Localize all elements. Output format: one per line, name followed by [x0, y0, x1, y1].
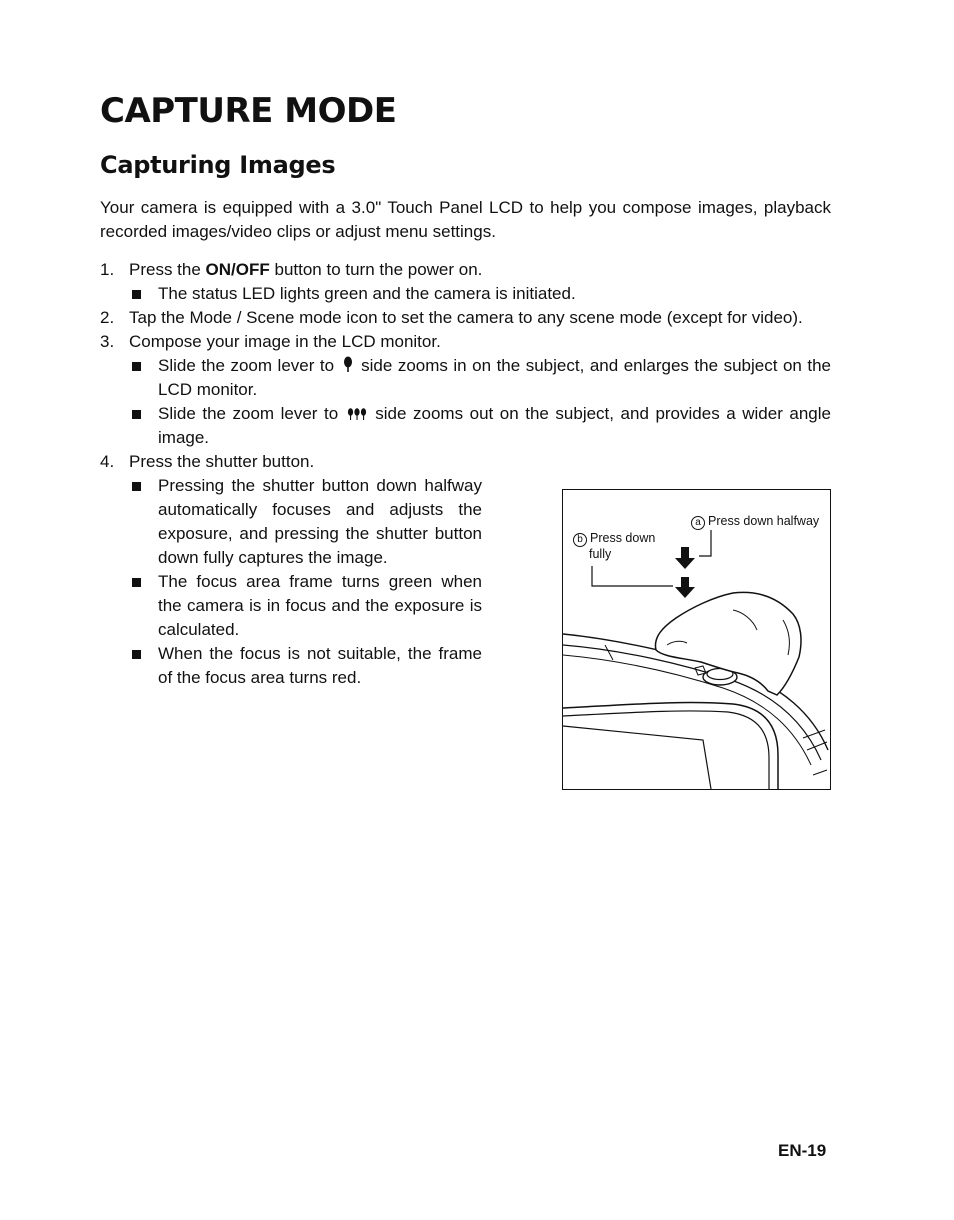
step-text: Tap the Mode / Scene mode icon to set the camera to any scene mode (except for video). — [129, 308, 803, 327]
page-title: CAPTURE MODE — [100, 91, 397, 131]
section-title: Capturing Images — [100, 151, 336, 179]
circled-b-marker: b — [573, 533, 587, 547]
square-bullet-icon — [132, 290, 141, 299]
bullet-item: When the focus is not suitable, the frame of the focus area turns red. — [129, 642, 482, 690]
label-press-fully-line2: fully — [589, 547, 612, 561]
label-press-fully: b Press down — [573, 530, 655, 547]
step-1 — [100, 258, 831, 306]
bullet-item: Pressing the shutter button down halfway automatically focuses and adjusts the exposure, and pressing the shutter button down fully captures the image. — [129, 474, 482, 570]
step-text: Compose your image in the LCD monitor. — [129, 332, 441, 351]
tele-icon — [342, 356, 354, 373]
on-off-label: ON/OFF — [205, 260, 270, 279]
step-text: Press the shutter button. — [129, 452, 315, 471]
square-bullet-icon — [132, 650, 141, 659]
step-number: 4. — [100, 452, 115, 471]
step-number: 3. — [100, 332, 115, 351]
page-number: EN-19 — [778, 1141, 827, 1160]
bullet-item: Slide the zoom lever to side zooms out on the subject, and provides a wider angle image. — [129, 402, 831, 450]
step-text: Press the ON/OFF button to turn the power on. — [129, 260, 483, 279]
square-bullet-icon — [132, 578, 141, 587]
square-bullet-icon — [132, 482, 141, 491]
shutter-button-illustration — [562, 489, 831, 790]
square-bullet-icon — [132, 410, 141, 419]
bullet-item: The status LED lights green and the camera is initiated. — [129, 282, 831, 306]
intro-paragraph: Your camera is equipped with a 3.0" Touch Panel LCD to help you compose images, playback recorded images/video clips or adjust menu settings. — [100, 198, 831, 241]
step-3 — [100, 330, 831, 450]
square-bullet-icon — [132, 362, 141, 371]
bullet-item: The focus area frame turns green when the camera is in focus and the exposure is calculated. — [129, 570, 482, 642]
step-2 — [100, 306, 831, 330]
step-number: 2. — [100, 308, 115, 327]
step-number: 1. — [100, 260, 115, 279]
label-press-halfway: a Press down halfway — [691, 513, 819, 530]
circled-a-marker: a — [691, 516, 705, 530]
bullet-item: Slide the zoom lever to side zooms in on the subject, and enlarges the subject on the LCD monitor. — [129, 354, 831, 402]
wide-icon — [347, 407, 367, 421]
